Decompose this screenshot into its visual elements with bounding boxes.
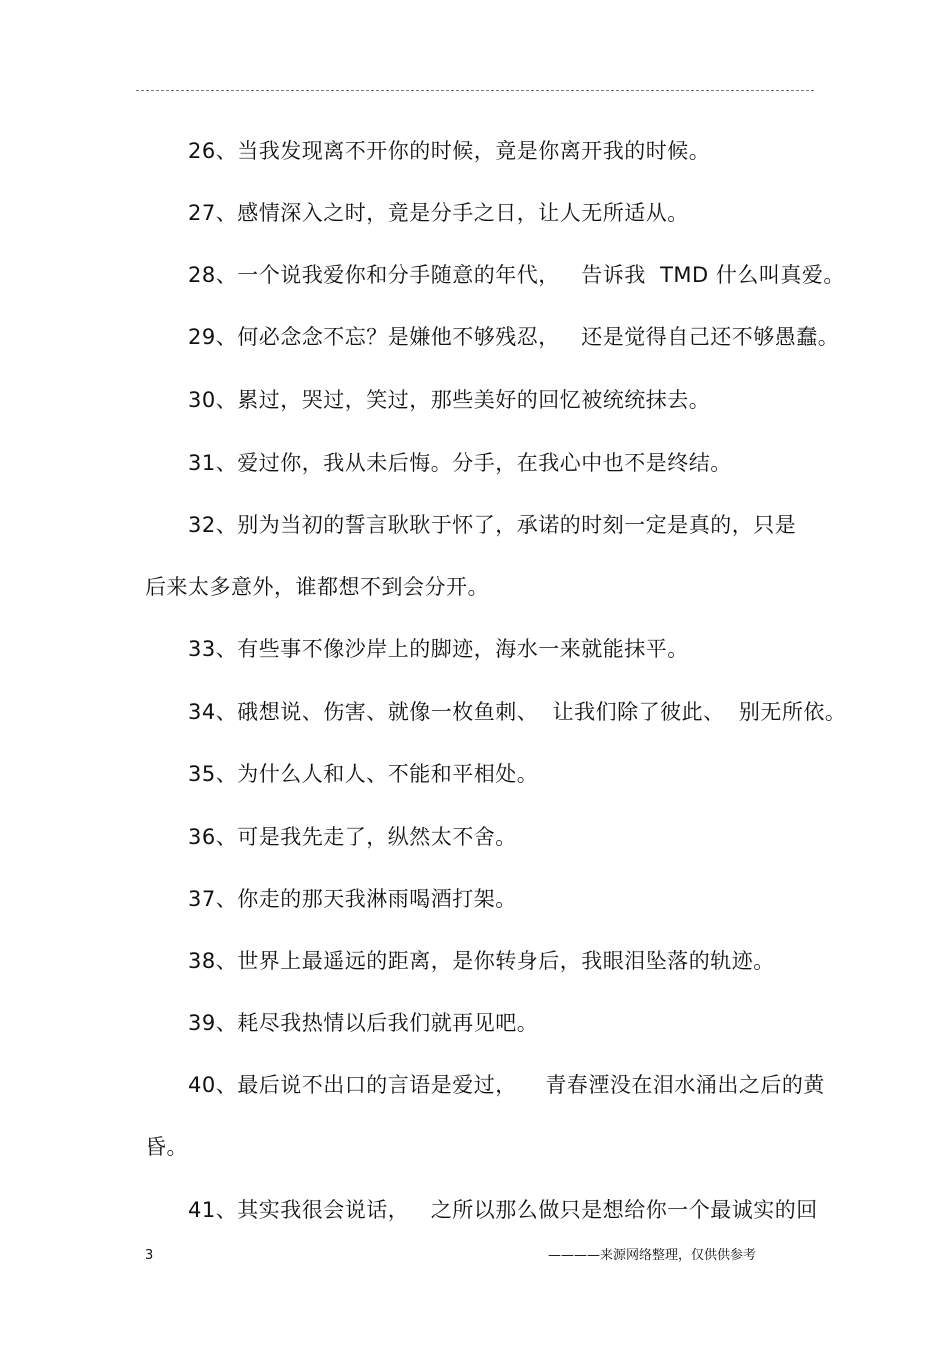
text-line-34: 34、硪想说、伤害、就像一枚鱼刺、 让我们除了彼此、 别无所依。	[188, 700, 847, 724]
text-line-37: 37、你走的那天我淋雨喝酒打架。	[188, 887, 517, 911]
source-note: ————来源网络整理，仅供供参考	[548, 1248, 757, 1263]
text-line-35: 35、为什么人和人、不能和平相处。	[188, 762, 539, 786]
text-line-41: 41、其实我很会说话， 之所以那么做只是想给你一个最诚实的回	[188, 1198, 818, 1222]
text-line-32: 32、别为当初的誓言耿耿于怀了，承诺的时刻一定是真的，只是	[188, 513, 797, 537]
text-line-36: 36、可是我先走了，纵然太不舍。	[188, 825, 517, 849]
page-number: 3	[145, 1248, 154, 1263]
text-line-40-cont: 昏。	[145, 1135, 188, 1159]
text-line-26: 26、当我发现离不开你的时候，竟是你离开我的时候。	[188, 139, 711, 163]
header-divider	[136, 90, 814, 91]
text-line-28: 28、一个说我爱你和分手随意的年代， 告诉我 TMD 什么叫真爱。	[188, 263, 845, 287]
text-line-30: 30、累过，哭过，笑过，那些美好的回忆被统统抹去。	[188, 388, 711, 412]
text-line-38: 38、世界上最遥远的距离，是你转身后，我眼泪坠落的轨迹。	[188, 949, 775, 973]
text-line-29: 29、何必念念不忘？是嫌他不够残忍， 还是觉得自己还不够愚蠢。	[188, 325, 840, 349]
text-line-31: 31、爱过你，我从未后悔。分手，在我心中也不是终结。	[188, 451, 732, 475]
text-line-27: 27、感情深入之时，竟是分手之日，让人无所适从。	[188, 201, 689, 225]
text-line-32-cont: 后来太多意外，谁都想不到会分开。	[145, 575, 489, 599]
text-line-33: 33、有些事不像沙岸上的脚迹，海水一来就能抹平。	[188, 637, 689, 661]
text-line-39: 39、耗尽我热情以后我们就再见吧。	[188, 1011, 539, 1035]
text-line-40: 40、最后说不出口的言语是爱过， 青春湮没在泪水涌出之后的黄	[188, 1073, 825, 1097]
